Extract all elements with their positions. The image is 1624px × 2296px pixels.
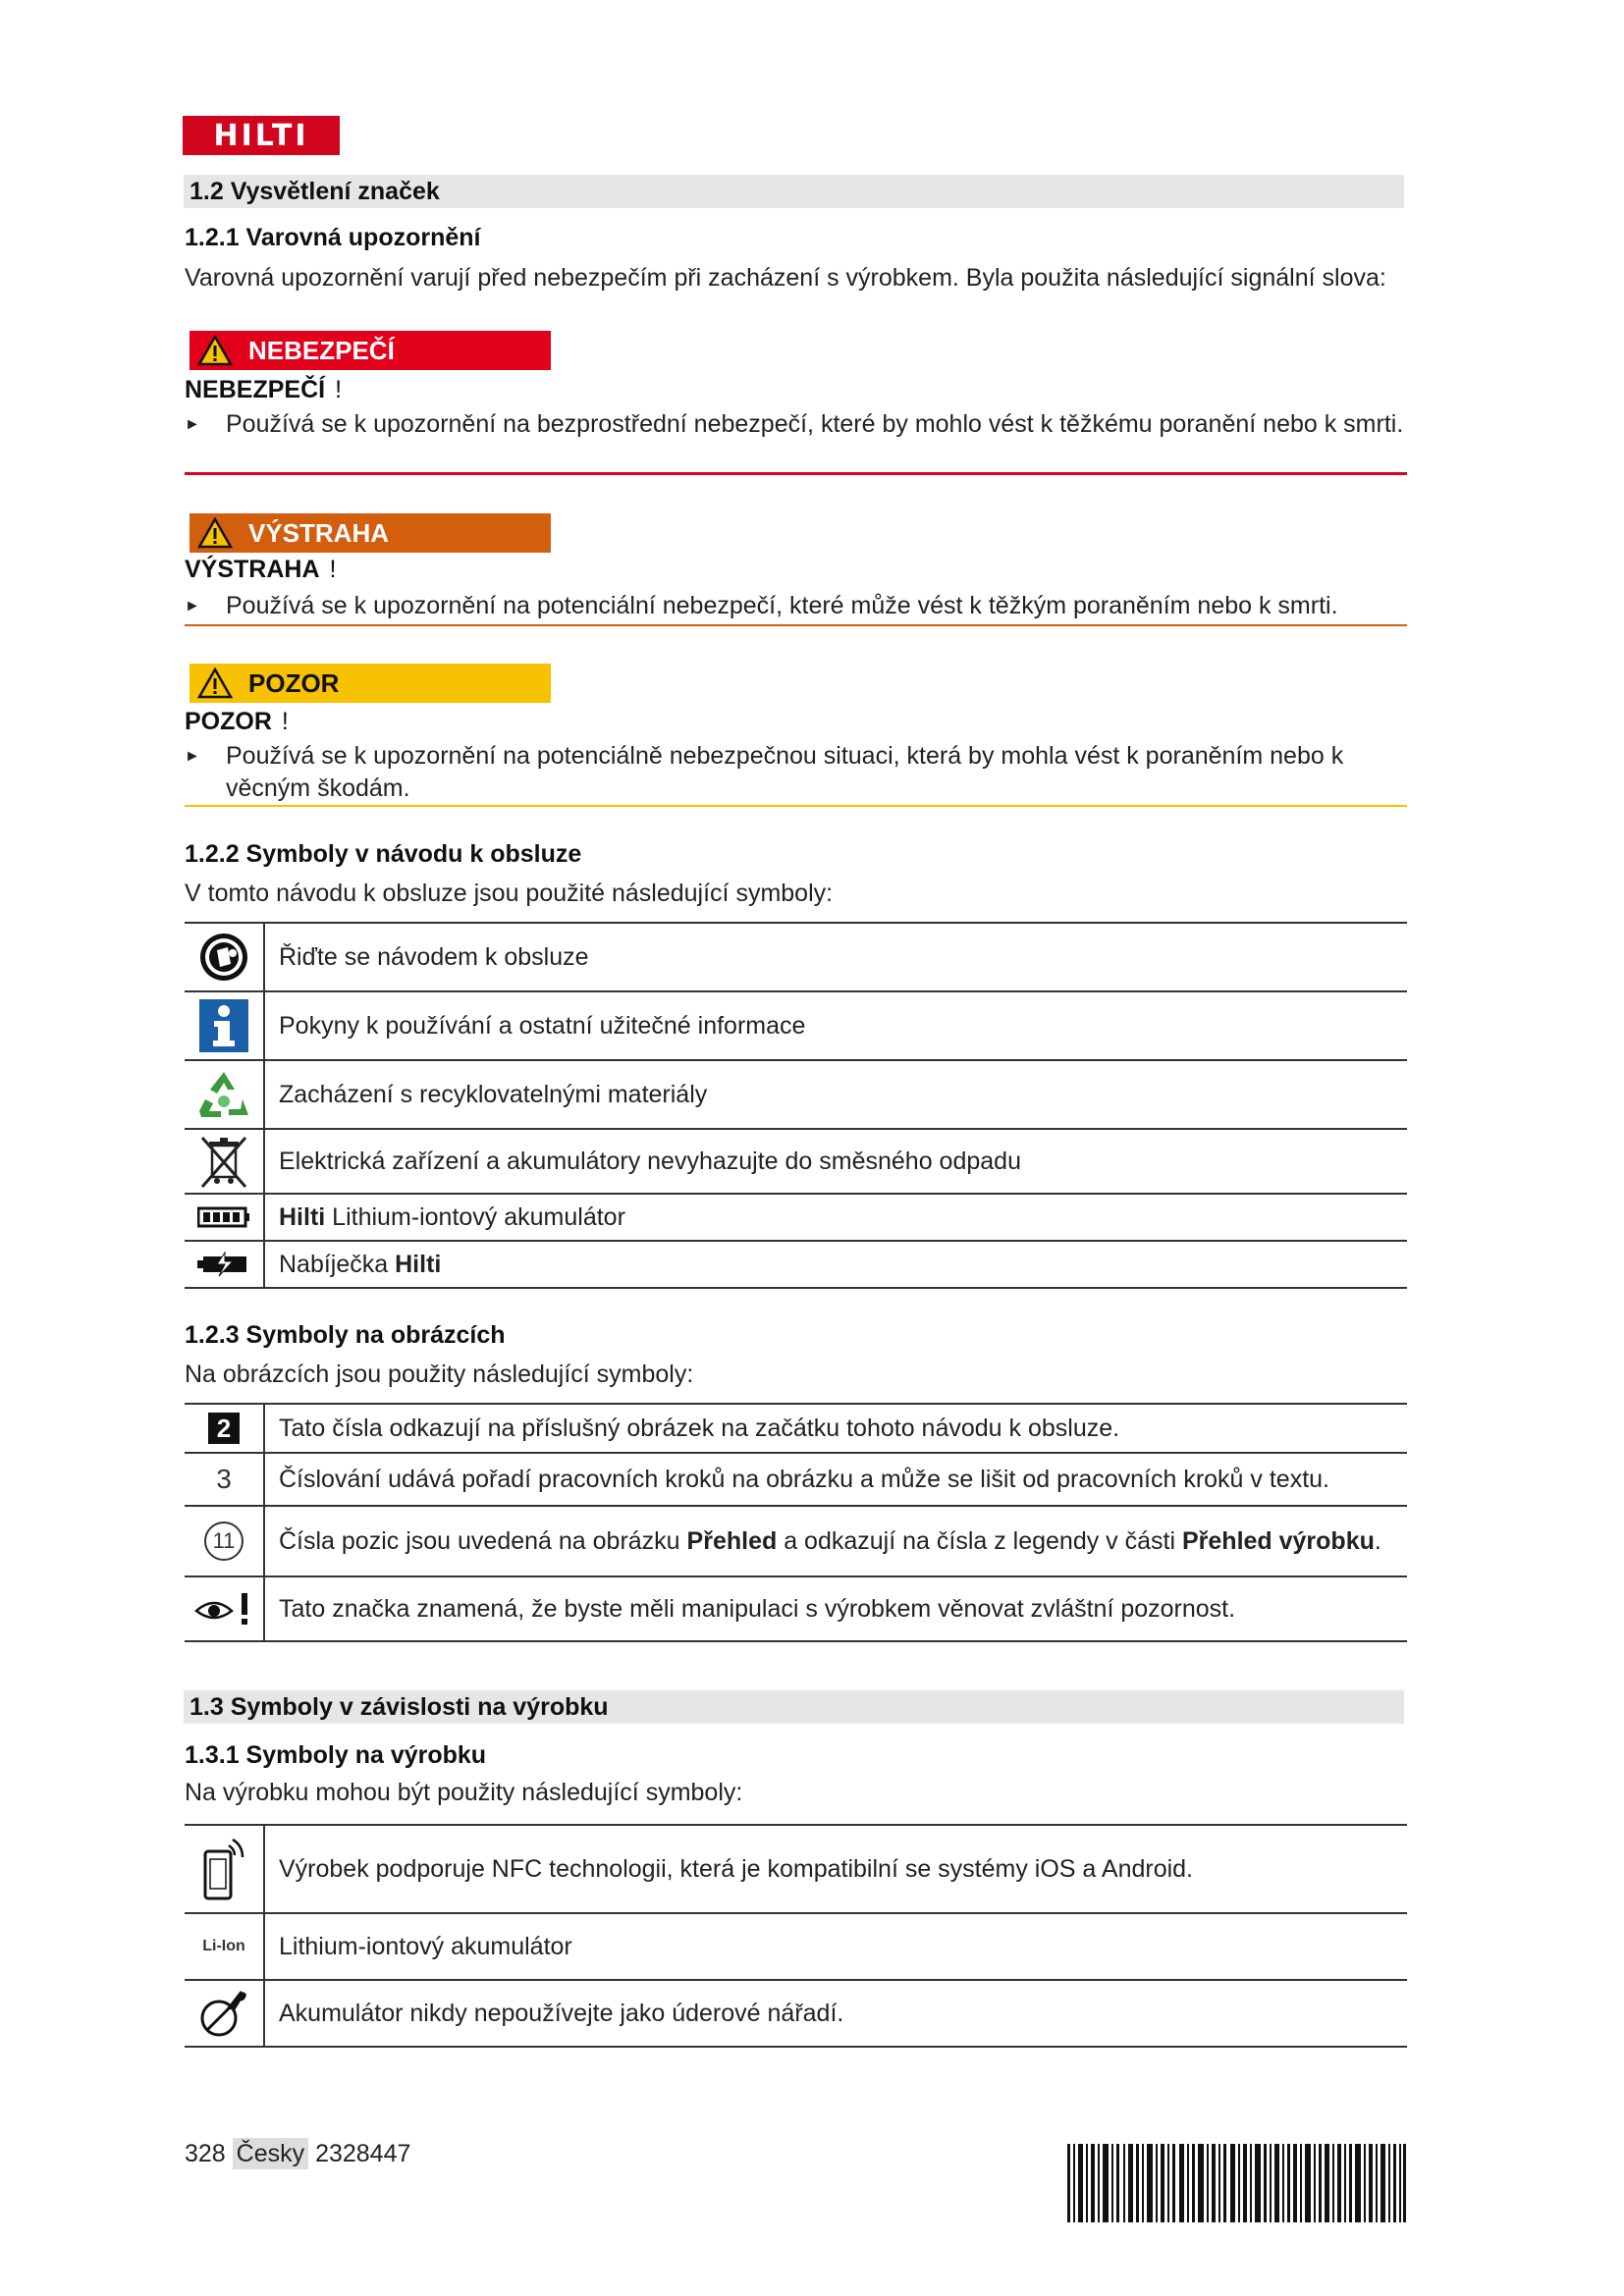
charger-icon	[185, 1241, 264, 1288]
nfc-phone-icon	[185, 1825, 264, 1913]
table-cell: Lithium-iontový akumulátor	[264, 1913, 1407, 1980]
table-cell: Řiďte se návodem k obsluze	[264, 923, 1407, 991]
intro-1-3-1: Na výrobku mohou být použity následující symboly:	[185, 1779, 743, 1806]
step-number-icon: 3	[185, 1453, 264, 1506]
table-cell: Čísla pozic jsou uvedená na obrázku Přehled a odkazují na čísla z legendy v části Přehled výrobku.	[264, 1506, 1407, 1576]
danger-badge-label: NEBEZPEČÍ	[248, 335, 395, 365]
danger-bullet: ► Používá se k upozornění na bezprostřední nebezpečí, které by mohlo vést k těžkému poranění nebo k smrti.	[185, 410, 1404, 438]
table-cell: Číslování udává pořadí pracovních kroků na obrázku a může se lišit od pracovních kroků v textu.	[264, 1453, 1407, 1506]
caution-word: POZOR !	[185, 708, 289, 735]
caution-divider	[185, 805, 1407, 807]
table-row	[185, 923, 1407, 991]
warning-triangle-icon	[197, 335, 233, 366]
battery-icon	[185, 1194, 264, 1241]
page-number: 328	[185, 2140, 226, 2167]
language-label: Česky	[233, 2138, 308, 2169]
info-icon	[185, 991, 264, 1060]
table-row	[185, 1453, 1407, 1506]
table-row	[185, 1404, 1407, 1453]
intro-1-2-3: Na obrázcích jsou použity následující symboly:	[185, 1361, 694, 1388]
heading-1-3-1: 1.3.1 Symboly na výrobku	[185, 1741, 487, 1769]
caution-bullet: ► Používá se k upozornění na potenciálně nebezpečnou situaci, která by mohla vést k poraněním nebo k věcným škodám.	[185, 742, 1344, 802]
warning-word: VÝSTRAHA !	[185, 556, 337, 583]
no-hammer-icon	[185, 1980, 264, 2047]
document-number: 2328447	[315, 2140, 411, 2167]
li-ion-icon: Li-Ion	[185, 1913, 264, 1980]
table-cell: Tato značka znamená, že byste měli manipulaci s výrobkem věnovat zvláštní pozornost.	[264, 1576, 1407, 1641]
caution-badge-label: POZOR	[248, 667, 340, 698]
warning-badge-label: VÝSTRAHA	[248, 517, 390, 548]
hilti-logo: HILTI	[183, 116, 340, 155]
table-row	[185, 1506, 1407, 1576]
product-symbols-table	[185, 1824, 1407, 2048]
table-row	[185, 991, 1407, 1060]
page-footer	[185, 2140, 410, 2168]
danger-divider	[185, 472, 1407, 475]
table-cell: Hilti Lithium-iontový akumulátor	[264, 1194, 1407, 1241]
danger-word: NEBEZPEČÍ !	[185, 376, 343, 403]
table-row	[185, 1129, 1407, 1194]
warning-badge	[189, 513, 551, 553]
warning-divider	[185, 624, 1407, 626]
read-manual-icon	[185, 923, 264, 991]
heading-1-2-2: 1.2.2 Symboly v návodu k obsluze	[185, 840, 582, 868]
table-row	[185, 1825, 1407, 1913]
table-cell: Tato čísla odkazují na příslušný obrázek na začátku tohoto návodu k obsluze.	[264, 1404, 1407, 1453]
table-cell: Výrobek podporuje NFC technologii, která je kompatibilní se systémy iOS a Android.	[264, 1825, 1407, 1913]
table-row	[185, 1060, 1407, 1129]
figure-number-icon: 2	[185, 1404, 264, 1453]
table-row	[185, 1980, 1407, 2047]
table-cell: Elektrická zařízení a akumulátory nevyhazujte do směsného odpadu	[264, 1129, 1407, 1194]
table-cell: Nabíječka Hilti	[264, 1241, 1407, 1288]
intro-1-2-2: V tomto návodu k obsluze jsou použité následující symboly:	[185, 880, 834, 907]
section-title-1-3: 1.3 Symboly v závislosti na výrobku	[184, 1690, 1404, 1724]
barcode	[1067, 2144, 1406, 2222]
table-cell: Zacházení s recyklovatelnými materiály	[264, 1060, 1407, 1129]
position-number-icon: 11	[185, 1506, 264, 1576]
table-row	[185, 1913, 1407, 1980]
figure-symbols-table	[185, 1403, 1407, 1642]
caution-badge	[189, 664, 551, 703]
attention-eye-icon	[185, 1576, 264, 1641]
intro-1-2-1: Varovná upozornění varují před nebezpečím při zacházení s výrobkem. Byla použita následující signální slova:	[185, 264, 1386, 292]
heading-1-2-1: 1.2.1 Varovná upozornění	[185, 224, 481, 251]
warning-bullet: ► Používá se k upozornění na potenciální nebezpečí, které může vést k těžkým poraněním nebo k smrti.	[185, 592, 1338, 619]
warning-triangle-icon	[197, 667, 233, 699]
table-cell: Pokyny k používání a ostatní užitečné informace	[264, 991, 1407, 1060]
danger-badge	[189, 331, 551, 370]
section-title-1-2: 1.2 Vysvětlení značek	[184, 175, 1404, 208]
recycle-icon	[185, 1060, 264, 1129]
table-cell: Akumulátor nikdy nepoužívejte jako úderové nářadí.	[264, 1980, 1407, 2047]
table-row	[185, 1576, 1407, 1641]
table-row	[185, 1194, 1407, 1241]
warning-triangle-icon	[197, 517, 233, 549]
heading-1-2-3: 1.2.3 Symboly na obrázcích	[185, 1321, 506, 1349]
crossed-bin-icon	[185, 1129, 264, 1194]
table-row	[185, 1241, 1407, 1288]
manual-symbols-table	[185, 922, 1407, 1289]
